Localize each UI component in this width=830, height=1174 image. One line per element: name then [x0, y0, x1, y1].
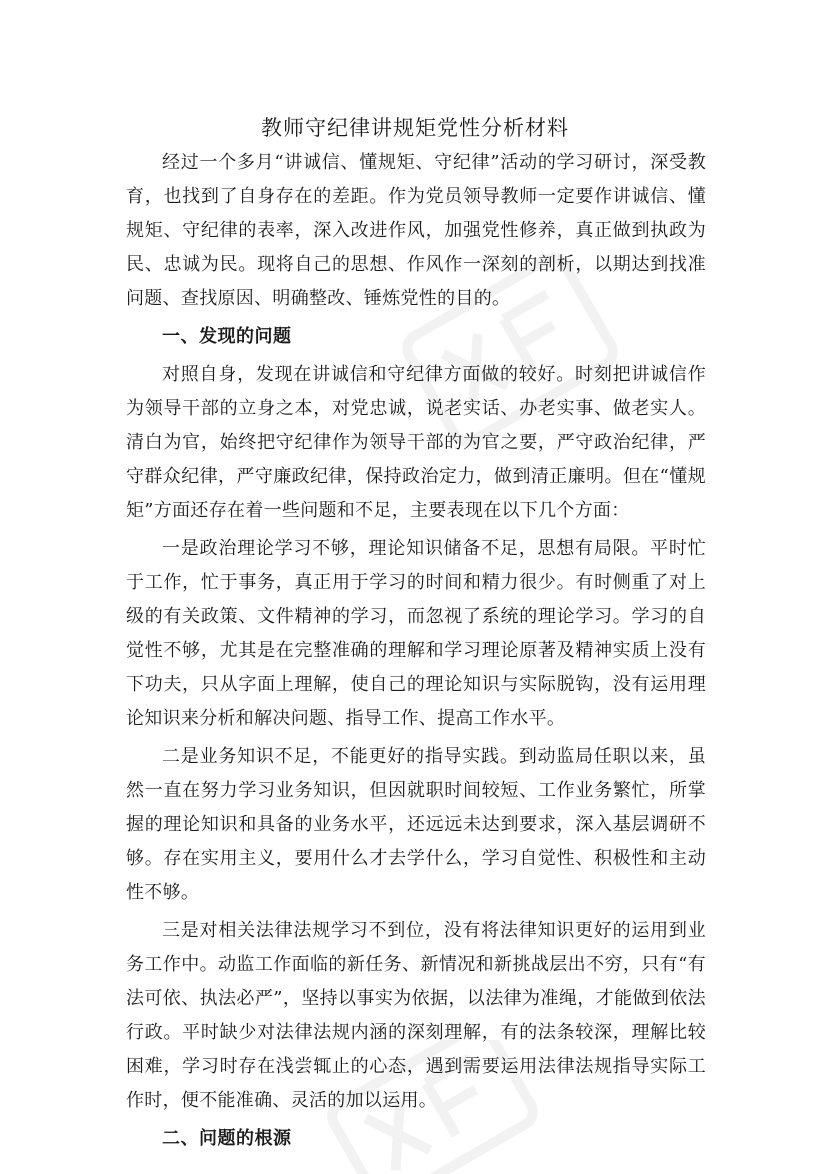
- section-1-paragraph-1: 对照自身，发现在讲诚信和守纪律方面做的较好。时刻把讲诚信作为领导干部的立身之本，对党忠诚，说老实话、办老实事、做老实人。清白为官，始终把守纪律作为领导干部的为官之要，严守政治纪律，严守群众纪律，严守廉政纪律，保持政治定力，做到清正廉明。但在“懂规矩”方面还存在着一些问题和不足，主要表现在以下几个方面：: [126, 364, 706, 521]
- section-1-paragraph-2: 一是政治理论学习不够，理论知识储备不足，思想有局限。平时忙于工作，忙于事务，真正用于学习的时间和精力很少。有时侧重了对上级的有关政策、文件精神的学习，而忽视了系统的理论学习。学习的自觉性不够，尤其是在完整准确的理解和学习理论原著及精神实质上没有下功夫，只从字面上理解，使自己的理论知识与实际脱钩，没有运用理论知识来分析和解决问题、指导工作、提高工作水平。: [126, 538, 706, 729]
- section-1-paragraph-3: 二是业务知识不足，不能更好的指导实践。到动监局任职以来，虽然一直在努力学习业务知识，但因就职时间较短、工作业务繁忙，所掌握的理论知识和具备的业务水平，还远远未达到要求，深入基层调研不够。存在实用主义，要用什么才去学什么，学习自觉性、积极性和主动性不够。: [126, 746, 706, 903]
- intro-paragraph: 经过一个多月“讲诚信、懂规矩、守纪律”活动的学习研讨，深受教育，也找到了自身存在的差距。作为党员领导教师一定要作讲诚信、懂规矩、守纪律的表率，深入改进作风，加强党性修养，真正做到执政为民、忠诚为民。现将自己的思想、作风作一深刻的剖析，以期达到找准问题、查找原因、明确整改、锤炼党性的目的。: [126, 152, 706, 309]
- section-1-heading: 一、发现的问题: [162, 326, 292, 347]
- document-title: 教师守纪律讲规矩党性分析材料: [261, 116, 569, 140]
- section-2-heading: 二、问题的根源: [162, 1128, 292, 1149]
- section-1-paragraph-4: 三是对相关法律法规学习不到位，没有将法律知识更好的运用到业务工作中。动监工作面临的新任务、新情况和新挑战层出不穷，只有“有法可依、执法必严”，坚持以事实为依据，以法律为准绳，才能做到依法行政。平时缺少对法律法规内涵的深刻理解，有的法条较深，理解比较困难，学习时存在浅尝辄止的心态，遇到需要运用法律法规指导实际工作时，便不能准确、灵活的加以运用。: [126, 920, 706, 1111]
- document-body: [126, 146, 706, 1160]
